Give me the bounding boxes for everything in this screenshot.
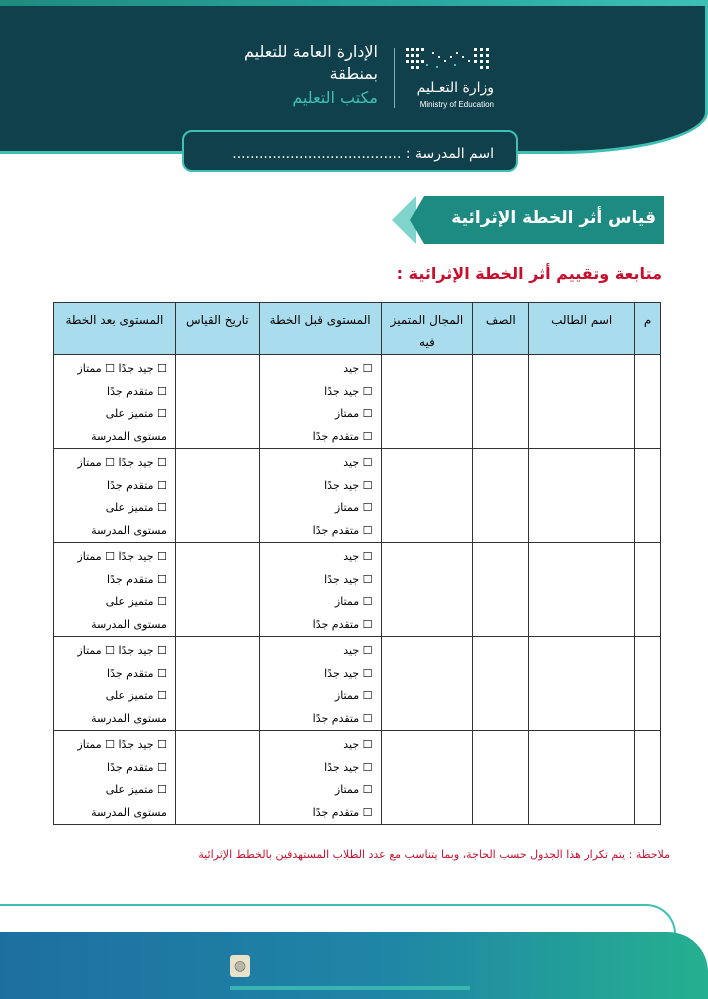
cell-level-after	[54, 637, 176, 731]
cell-measure-date[interactable]	[175, 731, 259, 825]
before-option[interactable]: ☐ متقدم جدًا	[312, 523, 373, 537]
before-option[interactable]: ☐ جيد جدًا	[324, 572, 373, 586]
before-option[interactable]: ☐ متقدم جدًا	[312, 617, 373, 631]
before-option[interactable]: ☐ ممتاز	[334, 407, 373, 421]
cell-level-before	[259, 449, 381, 543]
table-row	[54, 449, 661, 543]
before-option[interactable]: ☐ جيد جدًا	[324, 478, 373, 492]
school-name-field[interactable]: اسم المدرسة : ......................................	[182, 130, 518, 172]
after-option[interactable]: ☐ جيد جدًا ☐ ممتاز	[77, 738, 167, 751]
after-option[interactable]: ☐ متميز على	[105, 501, 167, 515]
after-option[interactable]: مستوى المدرسة	[91, 711, 167, 725]
cell-index[interactable]	[635, 731, 661, 825]
cell-student-name[interactable]	[529, 543, 635, 637]
title-banner	[392, 196, 664, 244]
cell-measure-date[interactable]	[175, 355, 259, 449]
logo-english-text: Ministry of Education	[419, 100, 494, 109]
before-option[interactable]: ☐ ممتاز	[334, 783, 373, 797]
after-option[interactable]: ☐ متقدم جدًا	[107, 760, 167, 774]
cell-student-name[interactable]	[529, 355, 635, 449]
cell-measure-date[interactable]	[175, 543, 259, 637]
footer-bar	[230, 986, 470, 990]
after-option[interactable]: ☐ جيد جدًا ☐ ممتاز	[77, 644, 167, 657]
before-option[interactable]: ☐ جيد	[343, 456, 373, 469]
logo-arabic-text: وزارة التعـليم	[416, 80, 494, 96]
header-level-before: المستوى قبل الخطة	[259, 303, 381, 355]
header-measure-date: تاريخ القياس	[175, 303, 259, 355]
before-option[interactable]: ☐ ممتاز	[334, 501, 373, 515]
after-option[interactable]: مستوى المدرسة	[91, 805, 167, 819]
header-field: المجال المتميز فيه	[381, 303, 473, 355]
cell-student-name[interactable]	[529, 731, 635, 825]
page-title: قياس أثر الخطة الإثرائية	[451, 208, 656, 228]
table-row	[54, 637, 661, 731]
section-subtitle: متابعة وتقييم أثر الخطة الإثرائية :	[396, 264, 662, 283]
header-divider	[394, 48, 395, 108]
top-bar	[0, 0, 708, 6]
before-option[interactable]: ☐ جيد	[343, 362, 373, 375]
evaluation-table	[53, 302, 661, 825]
after-option[interactable]: ☐ متميز على	[105, 689, 167, 703]
after-option[interactable]: ☐ متقدم جدًا	[107, 384, 167, 398]
cell-level-before	[259, 355, 381, 449]
table-row	[54, 731, 661, 825]
after-option[interactable]: ☐ متقدم جدًا	[107, 572, 167, 586]
after-option[interactable]: ☐ جيد جدًا ☐ ممتاز	[77, 362, 167, 375]
header-index: م	[635, 303, 661, 355]
cell-level-after	[54, 543, 176, 637]
cell-level-before	[259, 637, 381, 731]
cell-level-before	[259, 731, 381, 825]
cell-field[interactable]	[381, 449, 473, 543]
after-option[interactable]: مستوى المدرسة	[91, 617, 167, 631]
cell-level-before	[259, 543, 381, 637]
header-level-after: المستوى بعد الخطة	[54, 303, 176, 355]
cell-grade[interactable]	[473, 637, 529, 731]
footnote: ملاحظة : يتم تكرار هذا الجدول حسب الحاجة، وبما يتناسب مع عدد الطلاب المستهدفين بالخطط الإثرائية	[198, 848, 670, 861]
before-option[interactable]: ☐ جيد جدًا	[324, 666, 373, 680]
before-option[interactable]: ☐ جيد جدًا	[324, 384, 373, 398]
cell-field[interactable]	[381, 355, 473, 449]
cell-measure-date[interactable]	[175, 637, 259, 731]
cell-measure-date[interactable]	[175, 449, 259, 543]
after-option[interactable]: ☐ متميز على	[105, 783, 167, 797]
ministry-logo	[402, 44, 494, 114]
before-option[interactable]: ☐ ممتاز	[334, 689, 373, 703]
after-option[interactable]: ☐ متميز على	[105, 407, 167, 421]
before-option[interactable]: ☐ جيد	[343, 550, 373, 563]
before-option[interactable]: ☐ متقدم جدًا	[312, 805, 373, 819]
cell-level-after	[54, 731, 176, 825]
header-student-name: اسم الطالب	[529, 303, 635, 355]
cell-level-after	[54, 355, 176, 449]
cell-index[interactable]	[635, 543, 661, 637]
after-option[interactable]: ☐ متقدم جدًا	[107, 478, 167, 492]
cell-student-name[interactable]	[529, 637, 635, 731]
after-option[interactable]: ☐ متميز على	[105, 595, 167, 609]
after-option[interactable]: ☐ جيد جدًا ☐ ممتاز	[77, 456, 167, 469]
department-line-2: بمنطقة	[329, 64, 378, 83]
cell-level-after	[54, 449, 176, 543]
cell-grade[interactable]	[473, 355, 529, 449]
before-option[interactable]: ☐ متقدم جدًا	[312, 711, 373, 725]
table-row	[54, 355, 661, 449]
after-option[interactable]: ☐ متقدم جدًا	[107, 666, 167, 680]
cell-field[interactable]	[381, 731, 473, 825]
before-option[interactable]: ☐ جيد	[343, 644, 373, 657]
cell-grade[interactable]	[473, 543, 529, 637]
table-header-row	[54, 303, 661, 355]
cell-student-name[interactable]	[529, 449, 635, 543]
cell-index[interactable]	[635, 449, 661, 543]
cell-grade[interactable]	[473, 449, 529, 543]
cell-field[interactable]	[381, 637, 473, 731]
office-name: مكتب التعليم	[292, 88, 378, 107]
before-option[interactable]: ☐ متقدم جدًا	[312, 429, 373, 443]
cell-grade[interactable]	[473, 731, 529, 825]
after-option[interactable]: مستوى المدرسة	[91, 523, 167, 537]
before-option[interactable]: ☐ جيد	[343, 738, 373, 751]
cell-field[interactable]	[381, 543, 473, 637]
logo-dots-icon	[402, 44, 494, 76]
globe-icon: ◍	[230, 955, 250, 977]
cell-index[interactable]	[635, 355, 661, 449]
before-option[interactable]: ☐ ممتاز	[334, 595, 373, 609]
after-option[interactable]: ☐ جيد جدًا ☐ ممتاز	[77, 550, 167, 563]
department-line-1: الإدارة العامة للتعليم	[244, 42, 378, 61]
cell-index[interactable]	[635, 637, 661, 731]
before-option[interactable]: ☐ جيد جدًا	[324, 760, 373, 774]
after-option[interactable]: مستوى المدرسة	[91, 429, 167, 443]
table-row	[54, 543, 661, 637]
header-grade: الصف	[473, 303, 529, 355]
